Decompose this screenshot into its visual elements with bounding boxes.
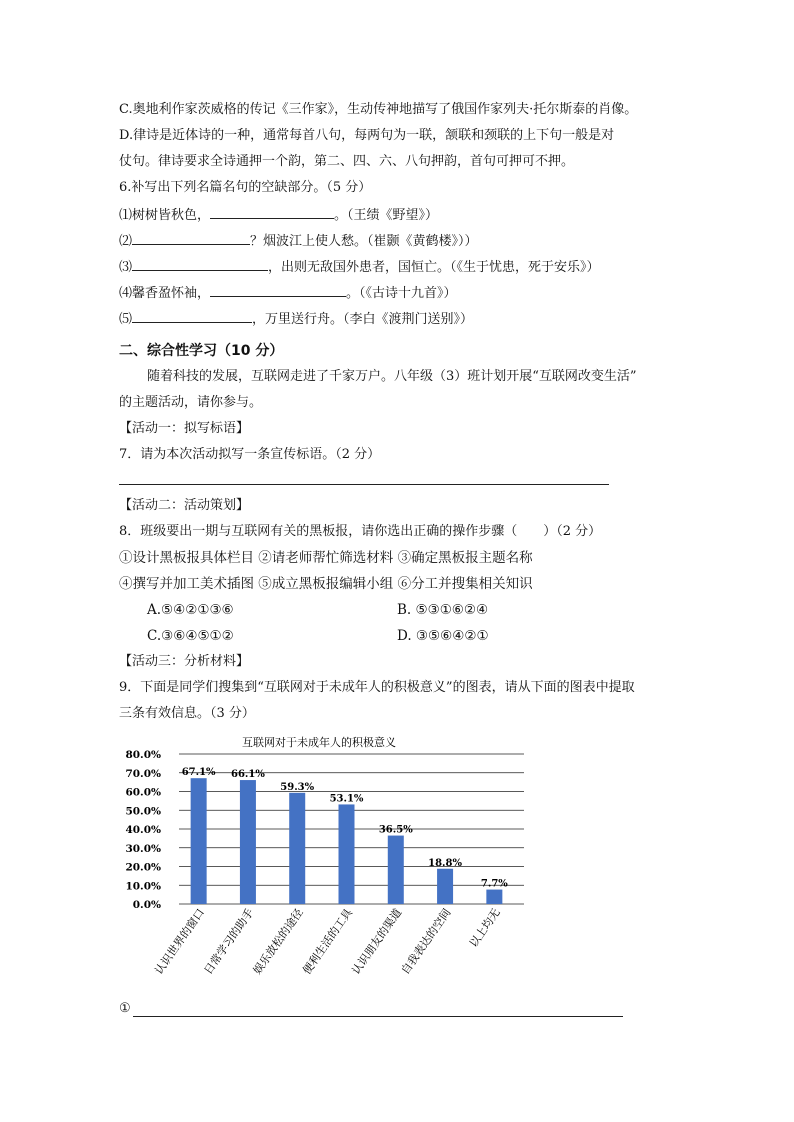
- fill-blank-4[interactable]: [210, 283, 346, 297]
- fill-item-1-prefix: ⑴树树皆秋色，: [119, 208, 211, 223]
- chart-bar: [289, 793, 305, 904]
- chart-value-label: 59.3%: [280, 781, 315, 793]
- fill-item-2-suffix: ？烟波江上使人愁。（崔颢《黄鹤楼》））: [250, 234, 478, 249]
- fill-blank-3[interactable]: [132, 257, 268, 271]
- question-9-line-2: 三条有效信息。（3 分）: [119, 706, 255, 721]
- option-c-text: C.奥地利作家茨威格的传记《三作家》，生动传神地描写了俄国作家列夫·托尔斯泰的肖像。: [119, 102, 638, 117]
- question-8: 8．班级要出一期与互联网有关的黑板报，请你选出正确的操作步骤（ ）（2 分）: [119, 524, 602, 539]
- chart-category-label: 以上均无: [466, 906, 503, 950]
- chart-category-label: 认识世界的窗口: [152, 906, 208, 977]
- option-d-text-line2: 仗句。律诗要求全诗通押一个韵，第二、四、六、八句押韵，首句可押可不押。: [119, 154, 575, 169]
- chart-bar: [486, 890, 502, 904]
- chart-category-label: 日常学习的助手: [201, 906, 257, 977]
- chart-category-label: 娱乐放松的途径: [250, 906, 306, 977]
- chart-value-label: 66.1%: [230, 769, 265, 781]
- chart-y-tick-label: 30.0%: [125, 842, 161, 855]
- fill-item-3-prefix: ⑶: [119, 260, 133, 275]
- activity-1-label: 【活动一：拟写标语】: [119, 421, 250, 436]
- chart-value-label: 67.1%: [181, 767, 216, 779]
- chart-category-label: 自我表达的空间: [398, 906, 454, 977]
- chart-bar: [191, 778, 207, 904]
- bar-chart: [119, 730, 539, 1000]
- chart-bar: [437, 869, 453, 904]
- chart-value-label: 36.5%: [378, 824, 413, 836]
- answer-1-label: ①: [119, 1001, 131, 1016]
- fill-item-5-suffix: ，万里送行舟。（李白《渡荆门送别》）: [252, 312, 474, 327]
- chart-category-label: 便利生活的工具: [300, 906, 355, 977]
- option-c: C.③⑥④⑤①②: [147, 628, 234, 644]
- answer-line-q7[interactable]: [119, 484, 609, 485]
- fill-blank-5[interactable]: [132, 309, 252, 323]
- option-d-text-line1: D.律诗是近体诗的一种，通常每首八句，每两句为一联，颔联和颈联的上下句一般是对: [119, 128, 615, 143]
- fill-item-2: [119, 231, 478, 251]
- intro-line-1: 随着科技的发展，互联网走进了千家万户。八年级（3）班计划开展“互联网改变生活”: [147, 369, 637, 384]
- chart-y-tick-label: 40.0%: [125, 824, 161, 836]
- question-9-line-1: 9．下面是同学们搜集到“互联网对于未成年人的积极意义”的图表，请从下面的图表中提取: [119, 680, 635, 695]
- chart-bar: [388, 836, 404, 904]
- option-d: D. ③⑤⑥④②①: [397, 628, 489, 644]
- chart-bar: [339, 804, 355, 904]
- fill-blank-1[interactable]: [210, 205, 334, 219]
- fill-item-4-prefix: ⑷馨香盈怀袖，: [119, 286, 211, 301]
- fill-item-5: [119, 309, 473, 329]
- question-7: 7．请为本次活动拟写一条宣传标语。（2 分）: [119, 447, 381, 462]
- activity-3-label: 【活动三：分析材料】: [119, 654, 250, 669]
- fill-item-1: [119, 205, 438, 225]
- fill-item-4: [119, 283, 457, 303]
- fill-item-5-prefix: ⑸: [119, 312, 133, 327]
- fill-item-3: [119, 257, 600, 277]
- chart-y-tick-label: 0.0%: [132, 899, 161, 911]
- answer-line-1[interactable]: [133, 1016, 623, 1017]
- fill-item-4-suffix: 。（《古诗十九首》）: [346, 286, 457, 301]
- intro-line-2: 的主题活动，请你参与。: [119, 395, 263, 410]
- fill-blank-2[interactable]: [132, 231, 250, 245]
- chart-category-label: 认识朋友的渠道: [349, 906, 405, 977]
- fill-item-2-prefix: ⑵: [119, 234, 133, 249]
- chart-y-tick-label: 80.0%: [125, 749, 161, 761]
- activity-2-label: 【活动二：活动策划】: [119, 498, 250, 513]
- chart-value-label: 18.8%: [428, 857, 463, 869]
- chart-value-label: 7.7%: [480, 878, 508, 890]
- question-6: 6.补写出下列名篇名句的空缺部分。（5 分）: [119, 180, 372, 195]
- chart-y-tick-label: 60.0%: [125, 786, 161, 799]
- fill-item-3-suffix: ，出则无敌国外患者，国恒亡。（《生于忧患，死于安乐》）: [268, 260, 600, 275]
- chart-value-label: 53.1%: [329, 793, 364, 805]
- chart-y-tick-label: 50.0%: [125, 805, 161, 818]
- chart-y-ticks: [125, 749, 161, 911]
- section-2-heading: 二、综合性学习（10 分）: [119, 343, 284, 359]
- chart-bar: [240, 780, 256, 904]
- chart-y-tick-label: 10.0%: [125, 880, 161, 893]
- chart-y-tick-label: 20.0%: [125, 861, 161, 874]
- fill-item-1-suffix: 。（王绩《野望》）: [334, 208, 439, 223]
- steps-line-1: ①设计黑板报具体栏目 ②请老师帮忙筛选材料 ③确定黑板报主题名称: [119, 550, 533, 566]
- chart-x-categories: [151, 905, 502, 977]
- steps-line-2: ④撰写并加工美术插图 ⑤成立黑板报编辑小组 ⑥分工并搜集相关知识: [119, 576, 533, 592]
- chart-y-tick-label: 70.0%: [125, 767, 161, 780]
- option-b: B. ⑤③①⑥②④: [397, 602, 489, 618]
- option-a: A.⑤④②①③⑥: [147, 602, 234, 618]
- chart-title: 互联网对于未成年人的积极意义: [242, 736, 396, 749]
